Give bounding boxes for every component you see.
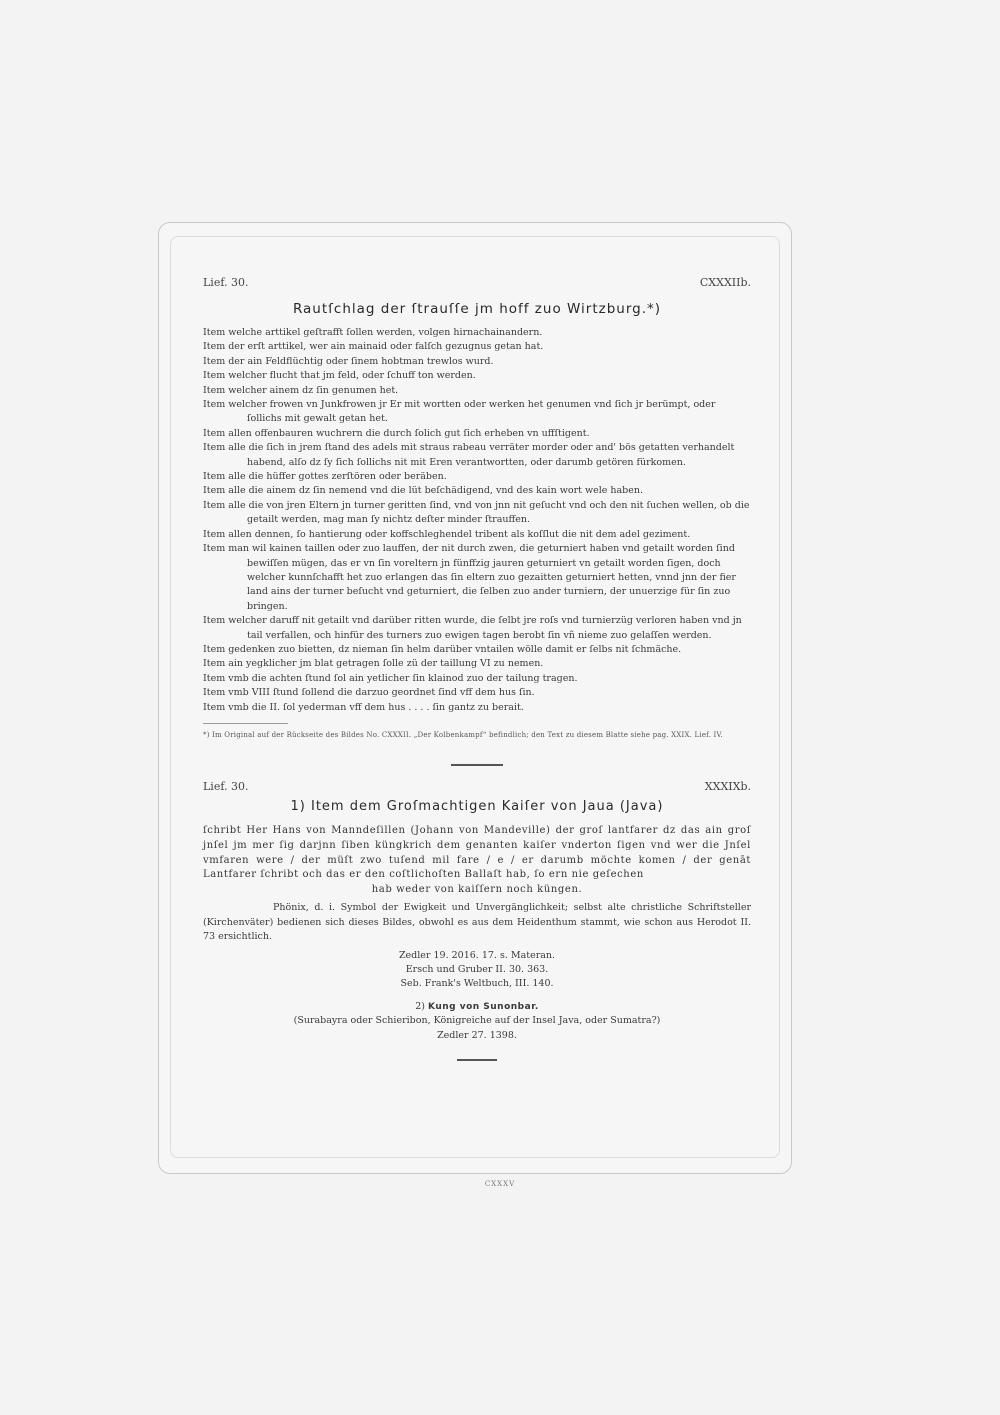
list-item: Item welcher frowen vn Junkfrowen jr Er mit wortten oder werken het genumen vnd ſich jr berümpt, oder ſollichs mit gewalt getan het. <box>203 399 716 425</box>
plate-number: CXXXIIb. <box>699 276 751 289</box>
reference-line: Ersch und Gruber II. 30. 363. <box>405 964 549 976</box>
list-item: Item ain yegklicher jm blat getragen ſolle zü der taillung VI zu nemen. <box>203 658 544 670</box>
section1-title: Rautſchlag der ſtrauſſe jm hoff zuo Wirtzburg.*) <box>292 301 662 317</box>
page-number: CXXXV <box>484 1180 516 1188</box>
lief-label: Lief. 30. <box>203 780 249 794</box>
reference-line: Seb. Frank's Weltbuch, III. 140. <box>400 978 554 990</box>
java-paragraph-last: hab weder von kaiſſern noch küngen. <box>371 883 583 895</box>
section2-header <box>203 780 751 793</box>
lief-label: Lief. 30. <box>203 276 249 289</box>
list-item: Item alle die ſich in jrem ſtand des adels mit straus rabeau verräter morder oder and' bös getatten verhandelt habend, alſo dz ſy ſich ſollichs nit mit Eren verantwortten, oder darumb getören fürkomen. <box>203 442 735 468</box>
phoenix-note: Phönix, d. i. Symbol der Ewigkeit und Unvergänglichkeit; selbst alte christliche Schriftsteller (Kirchenväter) bedienen sich dieses Bildes, obwohl es aus dem Heidenthum stammt, wie schon aus Herodot II. 73 ersichtlich. <box>203 902 751 943</box>
footnote: *) Im Original auf der Rückseite des Bildes No. CXXXII. „Der Kolbenkampf“ befindlich; den Text zu diesem Blatte siehe pag. XXIX. Lief. IV. <box>203 730 723 739</box>
section1-header <box>203 276 751 289</box>
page-content <box>203 276 751 1061</box>
list-item: Item welcher ainem dz ſin genumen het. <box>203 384 399 396</box>
list-item: Item man wil kainen taillen oder zuo lauffen, der nit durch zwen, die geturniert haben vnd getailt worden ſind bewiſſen mügen, das er vn ſin voreltern jn fünffzig jauren geturniert vn getailt worden ſigen, doch welcher kunnſchafft het zuo erlangen das ſin eltern zuo gezaitten geturniert hetten, vnnd jnn der fier land ains der turner beſucht vnd geturniert, die ſelben zuo ander turniern, der unuerzige für ſin zuo bringen. <box>203 543 736 612</box>
list-item: Item welcher flucht that jm feld, oder ſchuff ton werden. <box>203 370 476 382</box>
list-item: Item alle die von jren Eltern jn turner geritten ſind, vnd von jnn nit geſucht vnd och den nit ſuchen wellen, ob die getailt werden, mag man ſy nichtz deſter minder ſtrauffen. <box>203 499 750 526</box>
java-paragraph-text: ſchribt Her Hans von Manndeſillen (Johann von Mandeville) der groſ lantfarer dz das ain groſ jnſel jm mer ſig darjnn ſiben küngkrich dem genanten kaiſer vnderton ſigen vnd wer die Jnſel vmfaren were / der müſt zwo tuſend mil fare / e / er darumb möchte komen / der genāt Lantfarer ſchribt och das er den coſtlichoſten Ballaſt hab, ſo ern nie geſechen <box>203 825 751 881</box>
section-divider <box>451 764 503 766</box>
end-divider <box>457 1059 497 1061</box>
list-item: Item der ain Feldflüchtig oder ſinem hobtman trewlos wurd. <box>203 355 494 367</box>
plate-number: XXXIXb. <box>704 780 751 794</box>
subsection-title: Kung von Sunonbar. <box>428 1001 539 1012</box>
subsection-number: 2) <box>415 1000 425 1012</box>
list-item: Item der erſt arttikel, wer ain mainaid oder falſch gezugnus getan hat. <box>203 341 544 353</box>
references <box>203 949 751 992</box>
list-item: Item allen dennen, ſo hantierung oder koffschleghendel tribent als koſſlut die nit dem adel geziment. <box>203 528 691 540</box>
list-item: Item vmb die achten ſtund ſol ain yetlicher ſin klainod zuo der tailung tragen. <box>203 672 578 684</box>
subsection-ref: Zedler 27. 1398. <box>437 1029 517 1041</box>
java-paragraph <box>203 824 751 897</box>
list-item: Item welcher daruff nit getailt vnd darüber ritten wurde, die ſelbt jre roſs vnd turnierzüg verloren haben vnd jn tail verfallen, och hinfür des turners zuo ewigen tagen berobt ſin vñ nieme zuo gelaſſen werden. <box>203 615 742 641</box>
list-item: Item vmb VIII ſtund ſollend die darzuo geordnet ſind vff dem hus ſin. <box>203 687 535 699</box>
list-item: Item alle die ainem dz ſin nemend vnd die lüt beſchädigend, vnd des kain wort wele haben. <box>203 485 644 497</box>
subsection-heading <box>203 1000 751 1014</box>
reference-line: Zedler 19. 2016. 17. s. Materan. <box>398 949 556 961</box>
footnote-rule <box>203 723 288 724</box>
list-item: Item allen offenbauren wuchrern die durch ſolich gut ſich erheben vn uffſtigent. <box>203 427 590 439</box>
section2-title: 1) Item dem Groſmachtigen Kaiſer von Jaua (Java) <box>290 799 664 815</box>
list-item: Item alle die hüffer gottes zerſtören oder beräben. <box>203 471 447 483</box>
list-item: Item welche arttikel geſtrafft ſollen werden, volgen hirnachainandern. <box>203 327 543 338</box>
list-item: Item vmb die II. ſol yederman vff dem hus . . . . ſin gantz zu berait. <box>203 701 524 713</box>
subsection <box>203 1000 751 1043</box>
subsection-note: (Surabayra oder Schieribon, Königreiche auf der Insel Java, oder Sumatra?) <box>293 1015 661 1027</box>
list-item: Item gedenken zuo bietten, dz nieman ſin helm darüber vntailen wölle damit er ſelbs nit ſchmäche. <box>203 643 682 655</box>
item-list <box>203 326 751 715</box>
